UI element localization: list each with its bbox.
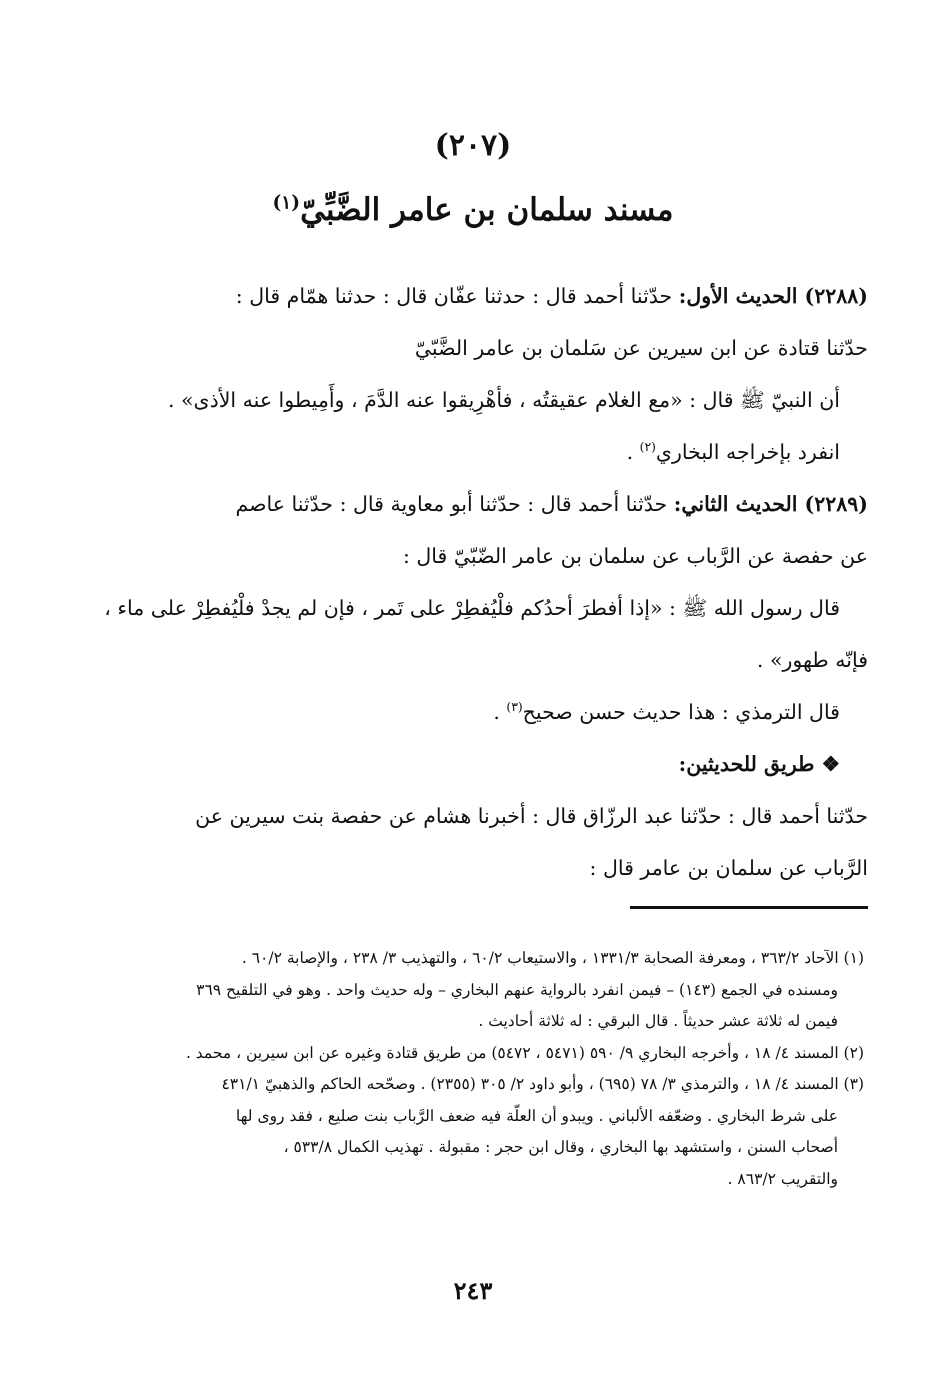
section-title [0, 192, 946, 228]
hadith-1-note-end: . [626, 440, 640, 464]
hadith-1-chain-line-1: حدّثنا أحمد قال : حدثنا عفّان قال : حدثنا همّام قال : [235, 284, 673, 308]
hadith-2-chain [104, 478, 868, 530]
footnote-3-line-2: على شرط البخاري . وضعّفه الألباني . ويبدو أن العلّة فيه ضعف الرَّباب بنت صليع ، فقد روى لها [235, 1106, 838, 1125]
footnote-ref: (٢) [639, 440, 656, 455]
footnote-divider [630, 906, 868, 909]
footnote-2: (٢) المسند ٤/ ١٨ ، وأخرجه البخاري ٩/ ٥٩٠ (٥٤٧١ ، ٥٤٧٢) من طريق قتادة وغيره عن ابن سيرين ، محمد . [185, 1043, 864, 1062]
footnote-3-line-4: والتقريب ٨٦٣/٢ . [727, 1169, 838, 1188]
hadith-2-matn-line-2: فإنّه طهور» . [756, 648, 868, 672]
tariq-line-2: الرَّباب عن سلمان بن عامر قال : [589, 856, 868, 880]
hadith-2-matn-line-1: قال رسول الله ﷺ : «إذا أفطرَ أحدُكم فلْيُفطِرْ على تَمر ، فإن لم يجدْ فلْيُفطِرْ على ماء ، [104, 596, 840, 620]
footnote-3-line-1: (٣) المسند ٤/ ١٨ ، والترمذي ٣/ ٧٨ (٦٩٥) ، وأبو داود ٢/ ٣٠٥ (٢٣٥٥) . وصحّحه الحاكم والذهبيّ ٤٣١/١ [221, 1075, 864, 1093]
footnote-3-line-3: أصحاب السنن ، واستشهد بها البخاري ، وقال ابن حجر : مقبولة . تهذيب الكمال ٥٣٣/٨ ، [283, 1138, 838, 1156]
hadith-2-chain-line-2: عن حفصة عن الرَّباب عن سلمان بن عامر الضّبّيّ قال : [402, 544, 868, 568]
hadith-1-chain-line-2: حدّثنا قتادة عن ابن سيرين عن سَلمان بن عامر الضَّبّيّ [414, 336, 868, 360]
hadith-1-note-text: انفرد بإخراجه البخاري [655, 440, 840, 464]
hadith-1-matn: أن النبيّ ﷺ قال : «مع الغلام عقيقتُه ، فأهْرِيقوا عنه الدَّمَ ، وأَمِيطوا عنه الأذى» . [167, 388, 840, 412]
footnote-1-line-3: فيمن له ثلاثة عشر حديثاً . قال البرقي : له ثلاثة أحاديث . [478, 1012, 838, 1030]
hadith-2-chain-line-1: حدّثنا أحمد قال : حدّثنا أبو معاوية قال : حدّثنا عاصم [235, 492, 668, 516]
hadith-1-note [104, 426, 868, 478]
hadith-2-note [104, 686, 868, 738]
section-number: (٢٠٧) [434, 128, 512, 163]
main-text [104, 270, 868, 894]
hadith-2-note-text: قال الترمذي : هذا حديث حسن صحيح [522, 700, 840, 724]
footnote-ref: (١) [272, 192, 301, 214]
page-number: ٢٤٣ [453, 1276, 493, 1305]
footnote-1-line-2: ومسنده في الجمع (١٤٣) – فيمن انفرد بالرواية عنهم البخاري – وله حديث واحد . وهو في التلقيح ٣٦٩ [196, 980, 838, 999]
footnote-ref: (٣) [506, 700, 523, 715]
hadith-1-label: (٢٢٨٨) الحديث الأول: [678, 284, 868, 308]
hadith-2-label: (٢٢٨٩) الحديث الثاني: [673, 492, 868, 516]
footnote-1-line-1: (١) الآحاد ٣٦٣/٢ ، ومعرفة الصحابة ١٣٣١/٣ ، والاستيعاب ٦٠/٢ ، والتهذيب ٣/ ٢٣٨ ، والإصابة ٦٠/٢ . [241, 949, 864, 967]
section-title-text: مسند سلمان بن عامر الضَّبِّيّ [300, 192, 674, 228]
hadith-2-note-end: . [493, 700, 507, 724]
tariq-heading: ❖ طريق للحديثين: [678, 752, 840, 776]
footnotes [108, 943, 864, 1195]
tariq-line-1: حدّثنا أحمد قال : حدّثنا عبد الرزّاق قال : أخبرنا هشام عن حفصة بنت سيرين عن [195, 804, 868, 828]
hadith-1-chain [104, 270, 868, 322]
